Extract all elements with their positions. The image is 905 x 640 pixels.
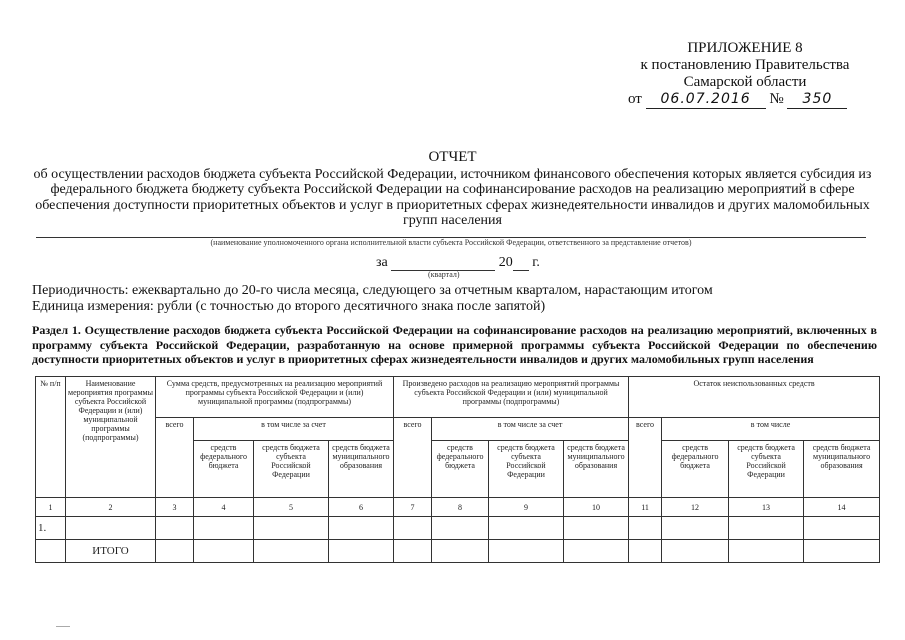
appendix-title: ПРИЛОЖЕНИЕ 8: [687, 40, 803, 56]
report-subtitle: об осуществлении расходов бюджета субъекта Российской Федерации, источником финансового обеспечения которых является субсидия из федерального бюджета бюджету субъекта Российской Федерации на софинансирование расходов на реализацию мероприятий в сфере обеспечения доступности приоритетных объектов и услуг в приоритетных сферах жизнедеятельности инвалидов и других маломобильных групп населения: [33, 166, 872, 228]
period-year: 20: [498, 255, 513, 270]
cell: [194, 540, 254, 563]
cell: [489, 517, 564, 540]
appendix-line-2: к постановлению Правительства: [640, 57, 850, 73]
table-row: [36, 517, 880, 540]
number-prefix: №: [769, 91, 784, 107]
org-caption: (наименование уполномоченного органа исполнительной власти субъекта Российской Федерации, ответственного за представление отчетов): [210, 238, 692, 247]
header-rest-regional: средств бюджета субъекта Российской Федерации: [729, 441, 804, 498]
quarter-blank: [391, 257, 495, 271]
header-activity-name: Наименование мероприятия программы субъекта Российской Федерации и (или) муниципальной программы (подпрограммы): [66, 377, 156, 498]
cell: [329, 540, 394, 563]
header-sum-including: в том числе за счет: [194, 418, 394, 441]
cell: [564, 540, 629, 563]
col-num: 7: [394, 498, 432, 517]
section-heading: Раздел 1. Осуществление расходов бюджета субъекта Российской Федерации на софинансирование расходов на реализацию мероприятий, включенных в программу субъекта Российской Федерации, разработанную на основе примерной программы субъекта Российской Федерации по обеспечению доступности приоритетных объектов и услуг в приоритетных сферах жизнедеятельности инвалидов и других маломобильных групп населения: [32, 323, 877, 366]
cell: [662, 517, 729, 540]
period-suffix: г.: [532, 255, 540, 270]
header-sum-federal: средств федерального бюджета: [194, 441, 254, 498]
cell: [804, 540, 880, 563]
header-spent-total: всего: [394, 418, 432, 498]
cell: [66, 517, 156, 540]
cell: [194, 517, 254, 540]
cell: [629, 540, 662, 563]
handwritten-number: 350: [787, 91, 847, 109]
handwritten-date: 06.07.2016: [646, 91, 766, 109]
cell: [629, 517, 662, 540]
header-planned-sum: Сумма средств, предусмотренных на реализацию мероприятий программы субъекта Российской Федерации и (или) муниципальной программы (подпрограммы): [156, 377, 394, 418]
header-rest-municipal: средств бюджета муниципального образования: [804, 441, 880, 498]
col-num: 12: [662, 498, 729, 517]
total-row: [36, 540, 880, 563]
col-num: 6: [329, 498, 394, 517]
col-num: 2: [66, 498, 156, 517]
col-num: 13: [729, 498, 804, 517]
unit-text: Единица измерения: рубли (с точностью до второго десятичного знака после запятой): [32, 299, 546, 314]
col-num: 1: [36, 498, 66, 517]
cell: [804, 517, 880, 540]
header-spent-regional: средств бюджета субъекта Российской Федерации: [489, 441, 564, 498]
header-sum-total: всего: [156, 418, 194, 498]
header-num: № п/п: [36, 377, 66, 498]
cell: [254, 540, 329, 563]
cell: [729, 540, 804, 563]
period-prefix: за: [376, 255, 388, 270]
cell: [394, 540, 432, 563]
col-num: 3: [156, 498, 194, 517]
cell: [564, 517, 629, 540]
header-spent-federal: средств федерального бюджета: [432, 441, 489, 498]
appendix-block: [600, 40, 890, 109]
quarter-caption: (квартал): [428, 270, 460, 279]
col-num: 9: [489, 498, 564, 517]
col-num: 5: [254, 498, 329, 517]
report-title: ОТЧЕТ: [428, 149, 477, 165]
cell: [394, 517, 432, 540]
column-numbers-row: [36, 498, 880, 517]
header-spent-municipal: средств бюджета муниципального образования: [564, 441, 629, 498]
col-num: 8: [432, 498, 489, 517]
header-row-2: [36, 418, 880, 441]
appendix-date-row: [600, 91, 890, 109]
header-rest-total: всего: [629, 418, 662, 498]
header-rest-including: в том числе: [662, 418, 880, 441]
col-num: 11: [629, 498, 662, 517]
cell: [156, 517, 194, 540]
year-blank: [513, 257, 529, 271]
header-spent-including: в том числе за счет: [432, 418, 629, 441]
period-row: [376, 255, 540, 271]
col-num: 14: [804, 498, 880, 517]
appendix-line-3: Самарской области: [683, 74, 807, 90]
cell: [489, 540, 564, 563]
col-num: 4: [194, 498, 254, 517]
header-sum-municipal: средств бюджета муниципального образования: [329, 441, 394, 498]
row-number: 1.: [36, 517, 66, 540]
total-label: ИТОГО: [66, 540, 156, 563]
periodicity-text: Периодичность: ежеквартально до 20-го числа месяца, следующего за отчетным кварталом, нарастающим итогом: [32, 283, 713, 298]
cell: [432, 517, 489, 540]
header-remaining: Остаток неиспользованных средств: [629, 377, 880, 418]
cell: [254, 517, 329, 540]
cell: [36, 540, 66, 563]
header-row-1: [36, 377, 880, 418]
cell: [662, 540, 729, 563]
header-rest-federal: средств федерального бюджета: [662, 441, 729, 498]
page-mark: [56, 626, 70, 627]
report-title-block: [30, 150, 875, 229]
report-table: [35, 376, 880, 563]
cell: [729, 517, 804, 540]
col-num: 10: [564, 498, 629, 517]
cell: [329, 517, 394, 540]
cell: [432, 540, 489, 563]
header-spent: Произведено расходов на реализацию мероприятий программы субъекта Российской Федерации и (или) муниципальной программы (подпрограммы): [394, 377, 629, 418]
cell: [156, 540, 194, 563]
date-prefix: от: [628, 91, 642, 107]
header-sum-regional: средств бюджета субъекта Российской Федерации: [254, 441, 329, 498]
